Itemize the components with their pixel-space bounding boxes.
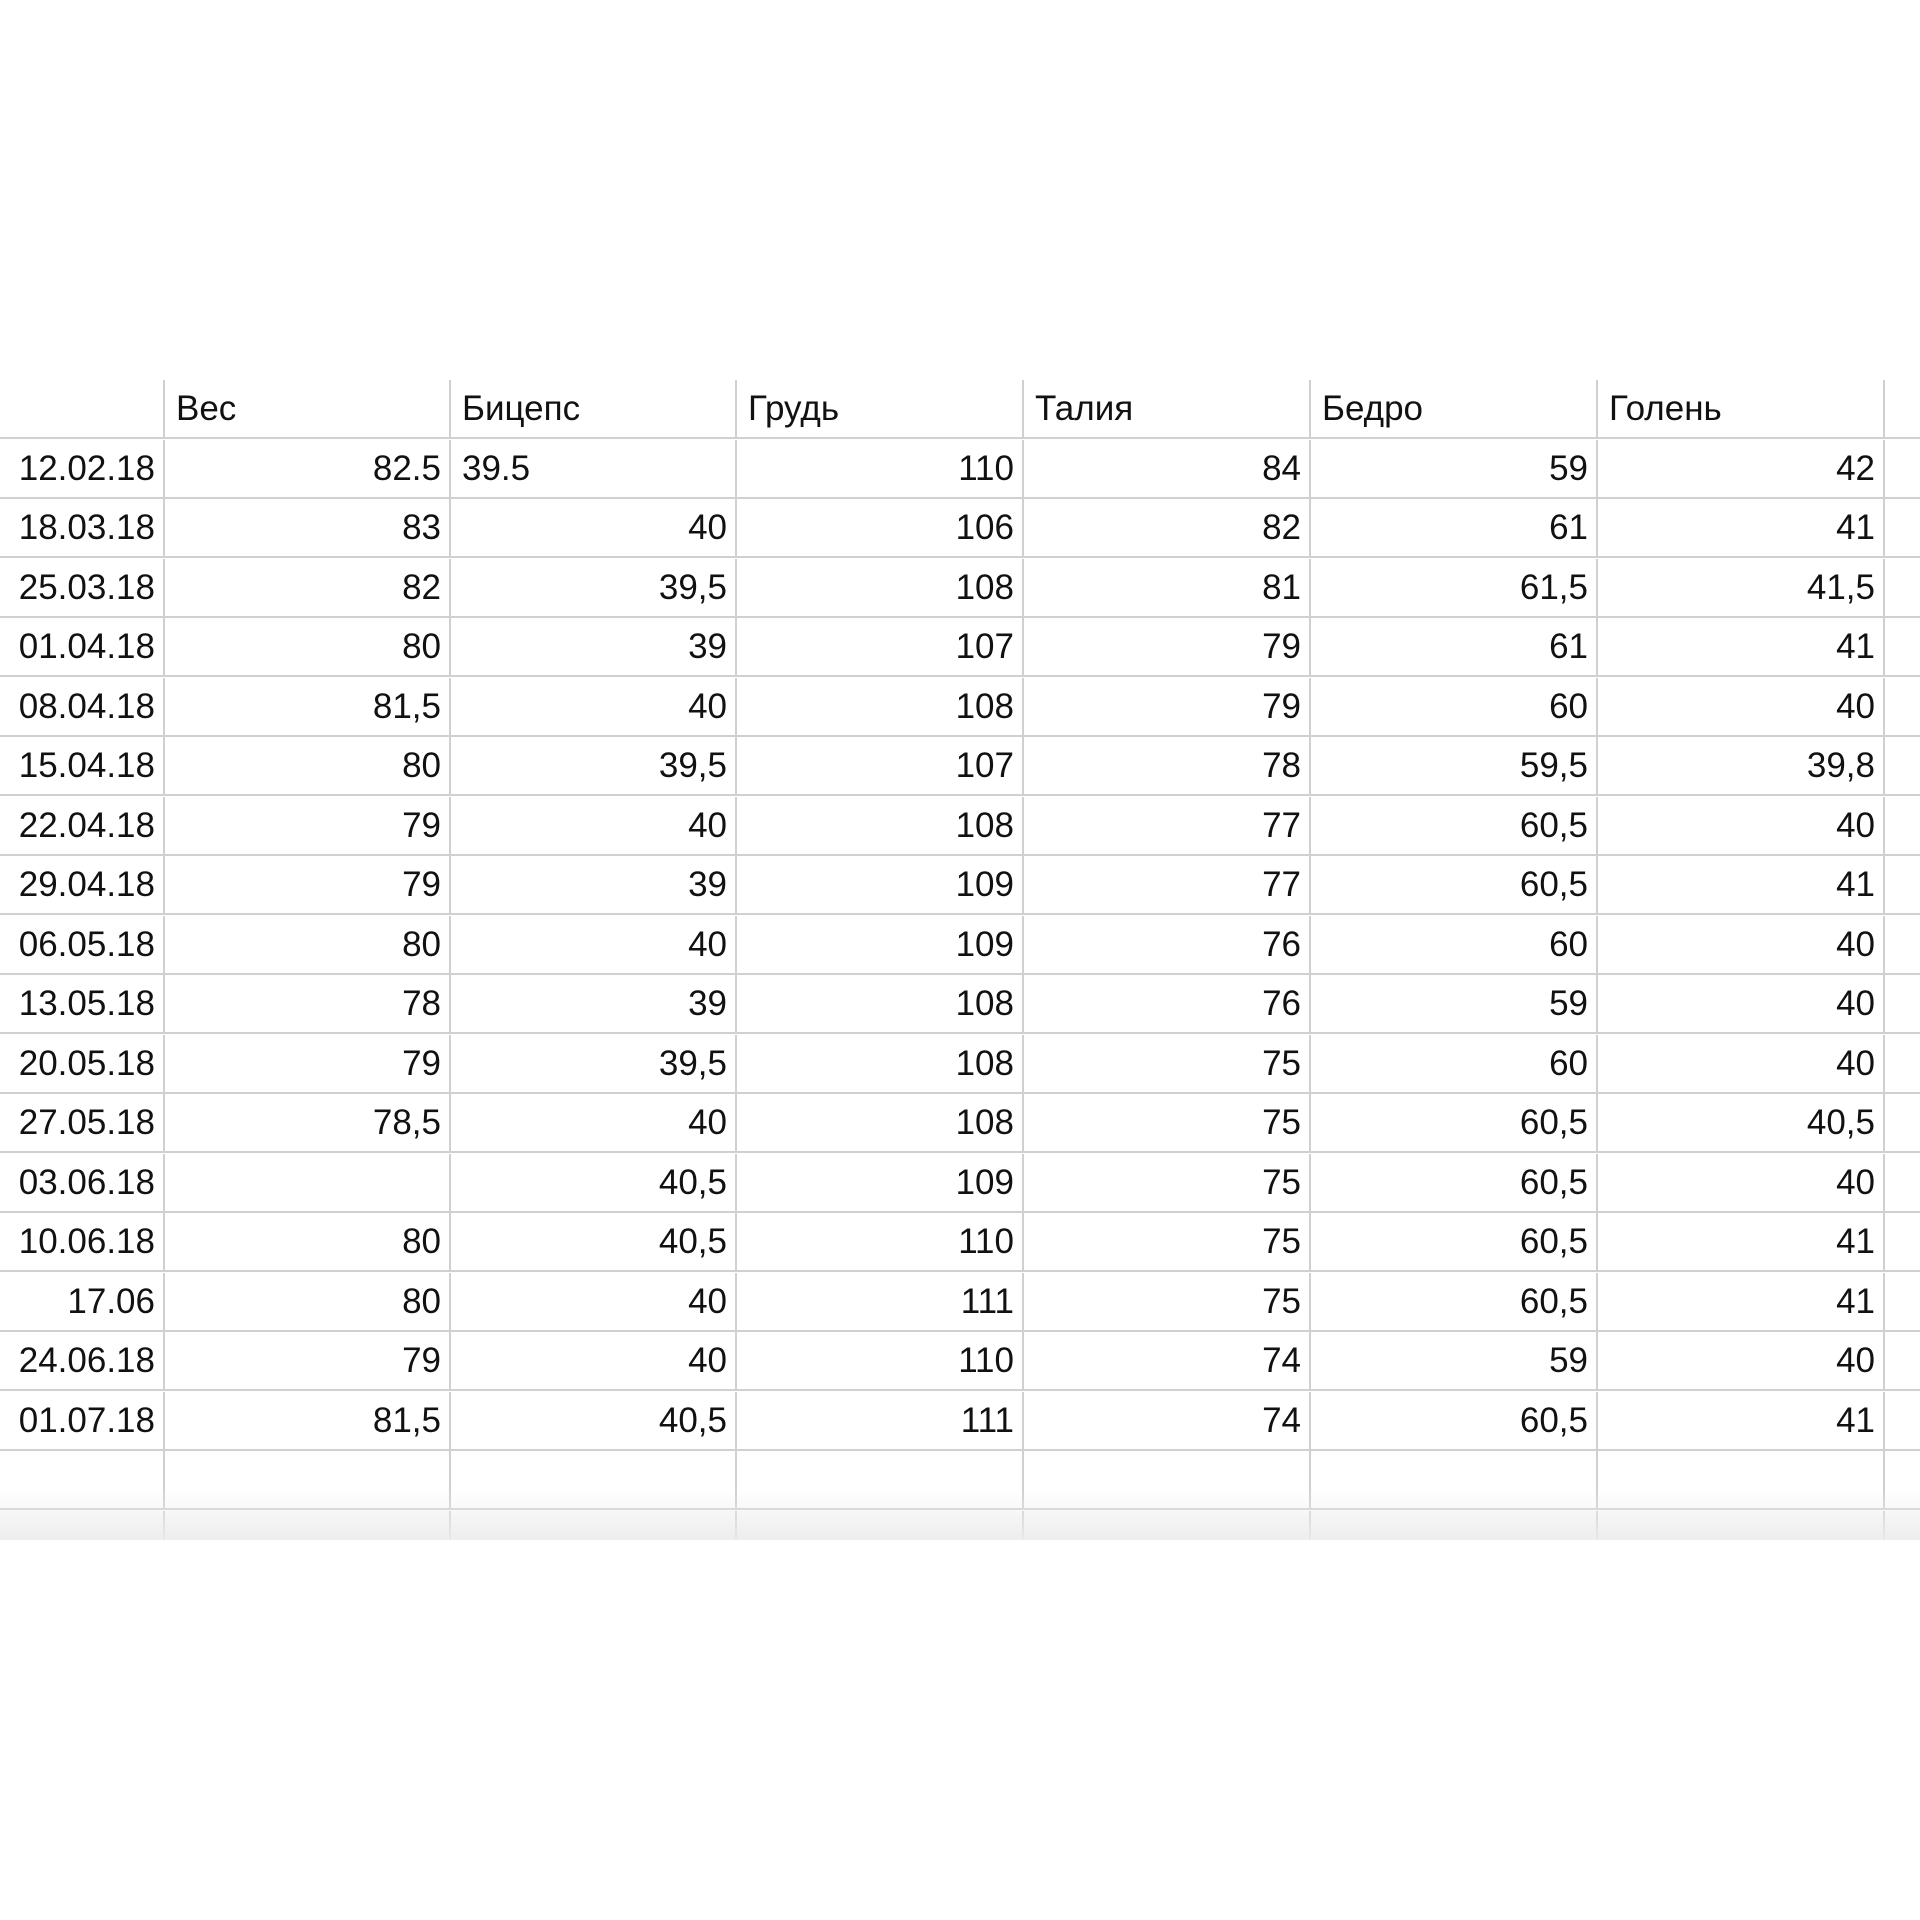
table-row (0, 1035, 1920, 1094)
data-cell[interactable]: 80 (165, 1273, 451, 1332)
table-row (0, 1511, 1920, 1540)
data-cell[interactable]: 40 (451, 797, 737, 856)
data-cell[interactable] (1885, 499, 1920, 558)
table-row (0, 1154, 1920, 1213)
data-cell[interactable] (1885, 1392, 1920, 1451)
data-cell[interactable]: 108 (737, 559, 1024, 618)
data-cell[interactable]: 106 (737, 499, 1024, 558)
data-cell[interactable]: 81 (1024, 559, 1311, 618)
data-cell[interactable]: 60 (1311, 1035, 1598, 1094)
data-cell[interactable]: 74 (1024, 1392, 1311, 1451)
data-cell[interactable] (1024, 1511, 1311, 1540)
date-cell[interactable]: 29.04.18 (0, 856, 165, 915)
data-cell[interactable] (1885, 440, 1920, 499)
date-cell[interactable]: 24.06.18 (0, 1332, 165, 1391)
data-cell[interactable] (737, 1511, 1024, 1540)
data-cell[interactable]: 80 (165, 737, 451, 796)
column-header-cell[interactable]: Талия (1024, 380, 1311, 439)
data-cell[interactable]: 108 (737, 975, 1024, 1034)
data-cell[interactable]: 107 (737, 618, 1024, 677)
data-cell[interactable] (1885, 1154, 1920, 1213)
date-cell[interactable]: 06.05.18 (0, 916, 165, 975)
data-cell[interactable] (1311, 1511, 1598, 1540)
data-cell[interactable]: 39.5 (451, 440, 737, 499)
data-cell[interactable]: 108 (737, 797, 1024, 856)
date-cell[interactable]: 20.05.18 (0, 1035, 165, 1094)
data-cell[interactable]: 74 (1024, 1332, 1311, 1391)
data-cell[interactable]: 59 (1311, 1332, 1598, 1391)
date-cell[interactable]: 22.04.18 (0, 797, 165, 856)
data-cell[interactable]: 40 (1598, 975, 1885, 1034)
data-cell[interactable]: 78 (165, 975, 451, 1034)
data-cell[interactable]: 59,5 (1311, 737, 1598, 796)
data-cell[interactable]: 108 (737, 678, 1024, 737)
data-cell[interactable]: 110 (737, 440, 1024, 499)
data-cell[interactable]: 39,5 (451, 1035, 737, 1094)
table-row (0, 499, 1920, 558)
data-cell[interactable]: 59 (1311, 440, 1598, 499)
table-row (0, 1332, 1920, 1391)
date-cell[interactable]: 18.03.18 (0, 499, 165, 558)
data-cell[interactable]: 40 (1598, 916, 1885, 975)
data-cell[interactable] (1024, 1451, 1311, 1510)
data-cell[interactable]: 76 (1024, 916, 1311, 975)
table-row (0, 797, 1920, 856)
date-cell[interactable] (0, 1511, 165, 1540)
table-row (0, 1451, 1920, 1510)
data-cell[interactable]: 83 (165, 499, 451, 558)
data-cell[interactable]: 82 (1024, 499, 1311, 558)
data-cell[interactable]: 40 (1598, 1035, 1885, 1094)
data-cell[interactable] (1598, 1511, 1885, 1540)
table-row (0, 1213, 1920, 1272)
data-cell[interactable]: 108 (737, 1035, 1024, 1094)
data-cell[interactable]: 40,5 (451, 1154, 737, 1213)
data-cell[interactable]: 59 (1311, 975, 1598, 1034)
data-cell[interactable]: 82.5 (165, 440, 451, 499)
table-row (0, 1094, 1920, 1153)
data-cell[interactable] (1885, 1035, 1920, 1094)
table-row (0, 856, 1920, 915)
date-cell[interactable]: 10.06.18 (0, 1213, 165, 1272)
data-cell[interactable] (1885, 797, 1920, 856)
data-cell[interactable]: 40 (451, 1273, 737, 1332)
data-cell[interactable] (1598, 1451, 1885, 1510)
data-cell[interactable]: 40 (451, 678, 737, 737)
data-cell[interactable]: 41 (1598, 1213, 1885, 1272)
data-cell[interactable]: 40 (451, 1332, 737, 1391)
date-cell[interactable]: 13.05.18 (0, 975, 165, 1034)
data-cell[interactable] (1885, 559, 1920, 618)
data-cell[interactable] (1885, 1094, 1920, 1153)
data-cell[interactable]: 40 (1598, 797, 1885, 856)
data-cell[interactable]: 78,5 (165, 1094, 451, 1153)
data-cell[interactable]: 81,5 (165, 678, 451, 737)
data-cell[interactable]: 80 (165, 916, 451, 975)
data-cell[interactable]: 60,5 (1311, 797, 1598, 856)
data-cell[interactable]: 60,5 (1311, 1213, 1598, 1272)
data-cell[interactable]: 40 (451, 1094, 737, 1153)
data-cell[interactable]: 60,5 (1311, 1094, 1598, 1153)
date-cell[interactable]: 27.05.18 (0, 1094, 165, 1153)
date-cell[interactable]: 01.04.18 (0, 618, 165, 677)
data-cell[interactable] (1885, 618, 1920, 677)
data-cell[interactable]: 75 (1024, 1273, 1311, 1332)
data-cell[interactable]: 40 (1598, 678, 1885, 737)
data-cell[interactable] (165, 1451, 451, 1510)
data-cell[interactable]: 41 (1598, 1273, 1885, 1332)
data-cell[interactable]: 60,5 (1311, 1273, 1598, 1332)
date-cell[interactable]: 08.04.18 (0, 678, 165, 737)
data-cell[interactable]: 61 (1311, 618, 1598, 677)
column-header-cell[interactable]: Бедро (1311, 380, 1598, 439)
data-cell[interactable] (1885, 678, 1920, 737)
data-cell[interactable]: 41 (1598, 618, 1885, 677)
data-cell[interactable] (1885, 975, 1920, 1034)
data-cell[interactable]: 40 (1598, 1332, 1885, 1391)
data-cell[interactable]: 39,5 (451, 559, 737, 618)
data-cell[interactable]: 41 (1598, 1392, 1885, 1451)
data-cell[interactable]: 84 (1024, 440, 1311, 499)
data-cell[interactable]: 79 (1024, 618, 1311, 677)
data-cell[interactable] (737, 1451, 1024, 1510)
data-cell[interactable] (451, 1451, 737, 1510)
column-header-cell[interactable]: Вес (165, 380, 451, 439)
data-cell[interactable]: 60,5 (1311, 1392, 1598, 1451)
data-cell[interactable]: 79 (1024, 678, 1311, 737)
table-row (0, 440, 1920, 499)
table-row (0, 678, 1920, 737)
table-row (0, 737, 1920, 796)
data-cell[interactable]: 109 (737, 916, 1024, 975)
data-cell[interactable]: 40 (451, 916, 737, 975)
data-cell[interactable]: 75 (1024, 1035, 1311, 1094)
data-cell[interactable] (1885, 1511, 1920, 1540)
data-cell[interactable]: 39,5 (451, 737, 737, 796)
header-row (0, 380, 1920, 439)
data-cell[interactable]: 60,5 (1311, 856, 1598, 915)
date-cell[interactable] (0, 1451, 165, 1510)
data-cell[interactable]: 40,5 (451, 1392, 737, 1451)
table-row (0, 916, 1920, 975)
data-cell[interactable]: 80 (165, 618, 451, 677)
table-row (0, 1273, 1920, 1332)
data-cell[interactable]: 79 (165, 1035, 451, 1094)
spreadsheet-grid-area (0, 380, 1920, 1540)
data-cell[interactable]: 40 (451, 499, 737, 558)
date-cell[interactable]: 01.07.18 (0, 1392, 165, 1451)
data-cell[interactable]: 75 (1024, 1213, 1311, 1272)
data-cell[interactable]: 82 (165, 559, 451, 618)
data-cell[interactable]: 42 (1598, 440, 1885, 499)
data-cell[interactable]: 40 (1598, 1154, 1885, 1213)
data-cell[interactable]: 80 (165, 1213, 451, 1272)
data-cell[interactable]: 41 (1598, 856, 1885, 915)
date-cell[interactable]: 15.04.18 (0, 737, 165, 796)
data-cell[interactable]: 109 (737, 856, 1024, 915)
data-cell[interactable] (1885, 856, 1920, 915)
data-cell[interactable]: 78 (1024, 737, 1311, 796)
date-cell[interactable]: 12.02.18 (0, 440, 165, 499)
data-cell[interactable]: 41,5 (1598, 559, 1885, 618)
column-header-cell[interactable]: Грудь (737, 380, 1024, 439)
data-cell[interactable] (1311, 1451, 1598, 1510)
table-row (0, 559, 1920, 618)
data-cell[interactable]: 110 (737, 1332, 1024, 1391)
table-row (0, 618, 1920, 677)
data-cell[interactable]: 39 (451, 856, 737, 915)
data-cell[interactable]: 40,5 (1598, 1094, 1885, 1153)
data-cell[interactable]: 39 (451, 975, 737, 1034)
data-cell[interactable] (1885, 1332, 1920, 1391)
data-cell[interactable]: 76 (1024, 975, 1311, 1034)
data-cell[interactable]: 75 (1024, 1094, 1311, 1153)
data-cell[interactable]: 60,5 (1311, 1154, 1598, 1213)
data-cell[interactable] (1885, 1213, 1920, 1272)
data-cell[interactable] (1885, 916, 1920, 975)
data-cell[interactable] (451, 1511, 737, 1540)
data-cell[interactable]: 77 (1024, 856, 1311, 915)
data-cell[interactable]: 40,5 (451, 1213, 737, 1272)
data-cell[interactable] (1885, 1273, 1920, 1332)
data-cell[interactable]: 41 (1598, 499, 1885, 558)
data-cell[interactable]: 75 (1024, 1154, 1311, 1213)
date-cell[interactable]: 25.03.18 (0, 559, 165, 618)
column-header-cell[interactable] (0, 380, 165, 439)
column-header-cell[interactable] (1885, 380, 1920, 439)
data-cell[interactable]: 77 (1024, 797, 1311, 856)
data-cell[interactable]: 61,5 (1311, 559, 1598, 618)
data-cell[interactable]: 60 (1311, 678, 1598, 737)
data-cell[interactable]: 111 (737, 1273, 1024, 1332)
data-cell[interactable]: 107 (737, 737, 1024, 796)
data-cell[interactable] (1885, 737, 1920, 796)
data-cell[interactable]: 110 (737, 1213, 1024, 1272)
data-cell[interactable] (165, 1154, 451, 1213)
data-cell[interactable]: 39 (451, 618, 737, 677)
table-row (0, 975, 1920, 1034)
data-cell[interactable] (1885, 1451, 1920, 1510)
data-cell[interactable]: 109 (737, 1154, 1024, 1213)
table-row (0, 1392, 1920, 1451)
date-cell[interactable]: 17.06 (0, 1273, 165, 1332)
data-cell[interactable]: 60 (1311, 916, 1598, 975)
column-header-cell[interactable]: Голень (1598, 380, 1885, 439)
data-cell[interactable]: 39,8 (1598, 737, 1885, 796)
data-cell[interactable]: 79 (165, 856, 451, 915)
column-header-cell[interactable]: Бицепс (451, 380, 737, 439)
data-cell[interactable]: 81,5 (165, 1392, 451, 1451)
date-cell[interactable]: 03.06.18 (0, 1154, 165, 1213)
data-cell[interactable]: 61 (1311, 499, 1598, 558)
data-cell[interactable]: 108 (737, 1094, 1024, 1153)
data-cell[interactable]: 79 (165, 797, 451, 856)
data-cell[interactable]: 79 (165, 1332, 451, 1391)
data-cell[interactable]: 111 (737, 1392, 1024, 1451)
data-cell[interactable] (165, 1511, 451, 1540)
